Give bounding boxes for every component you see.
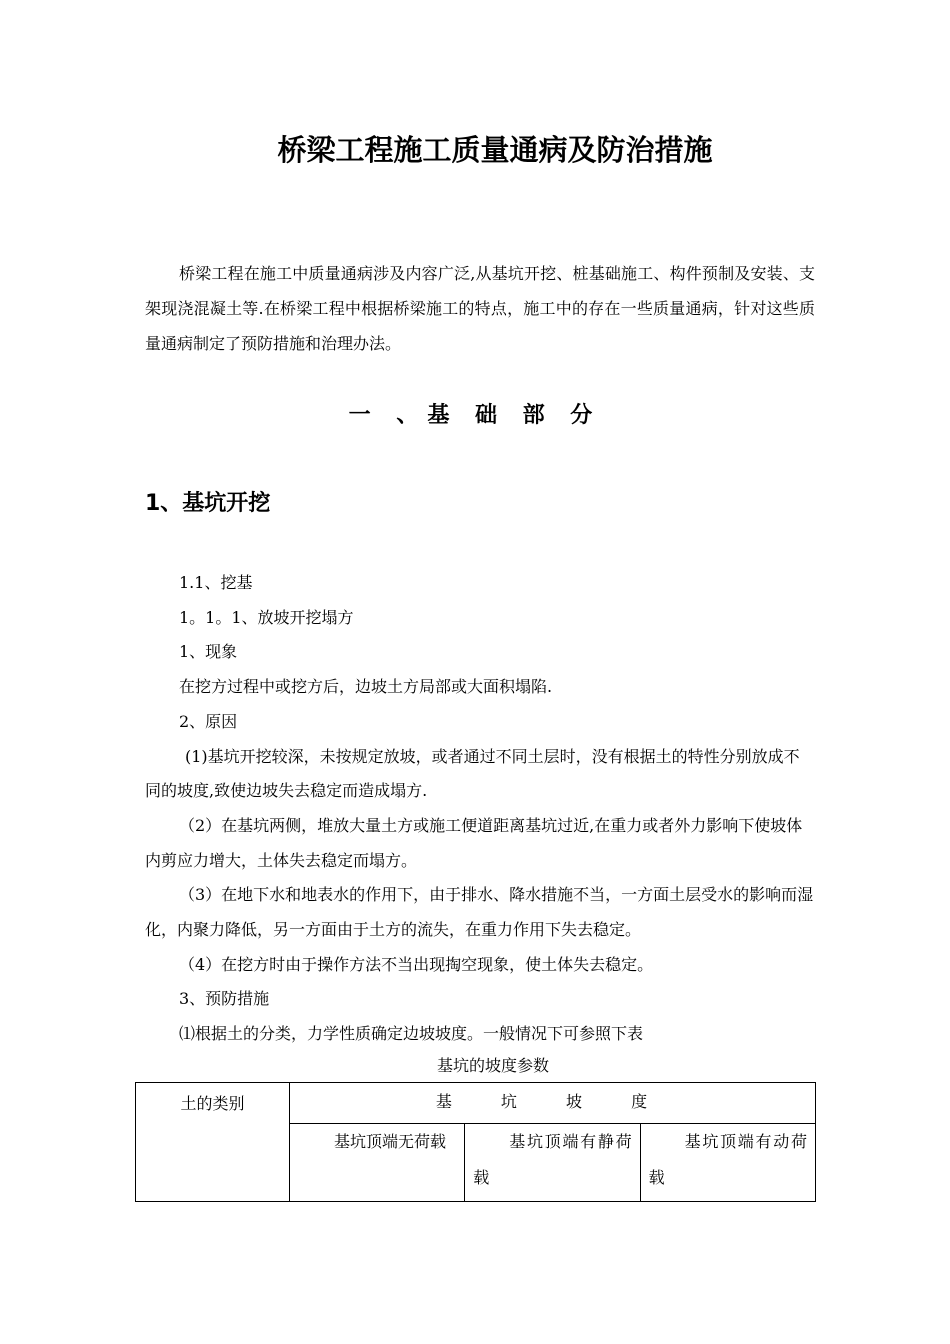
line-phenomenon-text: 在挖方过程中或挖方后，边坡土方局部或大面积塌陷. (179, 677, 553, 697)
header-soil-type (136, 1083, 290, 1202)
section-heading: 一 、基 础 部 分 (348, 403, 602, 428)
table-row (136, 1083, 816, 1124)
line-phenomenon-heading: 1、现象 (179, 642, 238, 662)
header-no-load: 基坑顶端无荷载 (289, 1124, 464, 1202)
line-prevention-heading: 3、预防措施 (179, 989, 270, 1009)
cause-paragraph-1: (1)基坑开挖较深，未按规定放坡，或者通过不同土层时，没有根据土的特性分别放成不同的坡度,致使边坡失去稳定而造成塌方. (145, 746, 800, 801)
header-slope: 基 坑 坡 度 (289, 1083, 815, 1124)
cause-paragraph-3: （3）在地下水和地表水的作用下，由于排水、降水措施不当，一方面土层受水的影响而湿化，内聚力降低，另一方面由于土方的流失，在重力作用下失去稳定。 (145, 885, 814, 940)
header-dynamic-load: 基坑顶端有动荷载 (640, 1124, 815, 1202)
table-caption: 基坑的坡度参数 (436, 1056, 549, 1075)
line-1-1: 1.1、挖基 (179, 573, 253, 592)
document-title: 桥梁工程施工质量通病及防治措施 (277, 133, 713, 167)
line-1-1-1: 1。1。1、放坡开挖塌方 (179, 607, 354, 627)
intro-paragraph: 桥梁工程在施工中质量通病涉及内容广泛,从基坑开挖、桩基础施工、构件预制及安装、支架现浇混凝土等.在桥梁工程中根据桥梁施工的特点，施工中的存在一些质量通病，针对这些质量通病制定了预防措施和治理办法。 (145, 264, 815, 353)
cause-paragraph-2: （2）在基坑两侧，堆放大量土方或施工便道距离基坑过近,在重力或者外力影响下使坡体内剪应力增大，土体失去稳定而塌方。 (145, 815, 803, 870)
line-prevention-1: ⑴根据土的分类，力学性质确定边坡坡度。一般情况下可参照下表 (179, 1024, 644, 1044)
sub-heading: 1、基坑开挖 (145, 491, 271, 516)
line-cause-heading: 2、原因 (179, 711, 238, 731)
slope-parameter-table (135, 1082, 816, 1202)
header-static-load: 基坑顶端有静荷载 (465, 1124, 640, 1202)
cause-paragraph-4: （4）在挖方时由于操作方法不当出现掏空现象，使土体失去稳定。 (179, 954, 654, 974)
header-soil-type-label: 土的类别 (180, 1094, 245, 1113)
body-text (145, 566, 815, 1052)
